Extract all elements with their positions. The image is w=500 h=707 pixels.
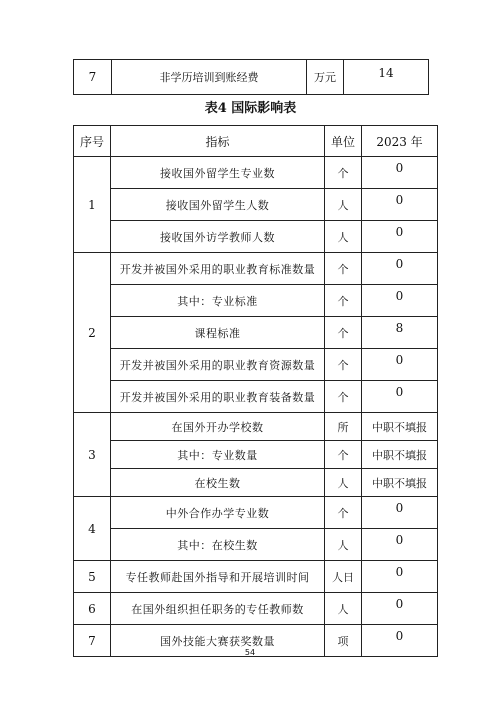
table-header	[74, 126, 438, 157]
unit-cell: 个	[325, 441, 362, 469]
table-row	[74, 221, 438, 253]
value-cell: 0	[362, 221, 438, 253]
indicator-cell: 其中：在校生数	[111, 529, 325, 561]
header-year: 2023 年	[362, 126, 438, 157]
indicator-cell: 接收国外留学生专业数	[111, 157, 325, 189]
seq-cell: 4	[74, 497, 111, 561]
seq-cell: 3	[74, 413, 111, 497]
value-cell: 0	[362, 381, 438, 413]
value-cell: 0	[362, 157, 438, 189]
unit-cell: 人	[325, 469, 362, 497]
seq-cell: 7	[74, 625, 111, 657]
unit-cell: 项	[325, 625, 362, 657]
indicator-cell: 专任教师赴国外指导和开展培训时间	[111, 561, 325, 593]
value-cell: 中职不填报	[362, 441, 438, 469]
table-row	[74, 60, 429, 95]
unit-cell: 个	[325, 317, 362, 349]
value-cell: 中职不填报	[362, 469, 438, 497]
value-cell: 8	[362, 317, 438, 349]
indicator-cell: 开发并被国外采用的职业教育标准数量	[111, 253, 325, 285]
table-row	[74, 349, 438, 381]
page-number: 54	[244, 648, 256, 657]
unit-cell: 个	[325, 381, 362, 413]
table-row	[74, 497, 438, 529]
table-row	[74, 253, 438, 285]
table-row	[74, 381, 438, 413]
table-row	[74, 529, 438, 561]
table-row	[74, 157, 438, 189]
table-row	[74, 189, 438, 221]
table-row	[74, 317, 438, 349]
value-cell: 0	[362, 189, 438, 221]
unit-cell: 人日	[325, 561, 362, 593]
table-row	[74, 469, 438, 497]
table-row	[74, 593, 438, 625]
indicator-cell: 在校生数	[111, 469, 325, 497]
unit-cell: 人	[325, 593, 362, 625]
indicator-cell: 在国外组织担任职务的专任教师数	[111, 593, 325, 625]
unit-cell: 人	[325, 529, 362, 561]
value-cell: 14	[344, 60, 429, 95]
unit-cell: 个	[325, 253, 362, 285]
seq-cell: 6	[74, 593, 111, 625]
value-cell: 中职不填报	[362, 413, 438, 441]
header-seq: 序号	[74, 126, 111, 157]
continued-table	[73, 59, 429, 95]
indicator-cell: 课程标准	[111, 317, 325, 349]
indicator-cell: 开发并被国外采用的职业教育装备数量	[111, 381, 325, 413]
value-cell: 0	[362, 285, 438, 317]
header-unit: 单位	[325, 126, 362, 157]
seq-cell: 1	[74, 157, 111, 253]
seq-cell: 5	[74, 561, 111, 593]
value-cell: 0	[362, 593, 438, 625]
indicator-cell: 接收国外留学生人数	[111, 189, 325, 221]
table-row	[74, 561, 438, 593]
seq-cell: 7	[74, 60, 112, 95]
indicator-cell: 开发并被国外采用的职业教育资源数量	[111, 349, 325, 381]
table-caption: 表4 国际影响表	[204, 101, 297, 116]
indicator-cell: 在国外开办学校数	[111, 413, 325, 441]
seq-cell: 2	[74, 253, 111, 413]
value-cell: 0	[362, 349, 438, 381]
unit-cell: 万元	[307, 60, 344, 95]
indicator-cell: 其中：专业标准	[111, 285, 325, 317]
value-cell: 0	[362, 561, 438, 593]
table-row	[74, 285, 438, 317]
unit-cell: 人	[325, 189, 362, 221]
unit-cell: 人	[325, 221, 362, 253]
unit-cell: 个	[325, 157, 362, 189]
international-influence-table	[73, 125, 438, 657]
header-indicator: 指标	[111, 126, 325, 157]
value-cell: 0	[362, 253, 438, 285]
table-row	[74, 413, 438, 441]
value-cell: 0	[362, 497, 438, 529]
table-row	[74, 441, 438, 469]
value-cell: 0	[362, 529, 438, 561]
header-row	[74, 126, 438, 157]
table-body	[74, 157, 438, 657]
indicator-cell: 中外合作办学专业数	[111, 497, 325, 529]
indicator-cell: 其中：专业数量	[111, 441, 325, 469]
unit-cell: 个	[325, 285, 362, 317]
unit-cell: 所	[325, 413, 362, 441]
indicator-cell: 国外技能大赛获奖数量	[111, 625, 325, 657]
value-cell: 0	[362, 625, 438, 657]
indicator-cell: 接收国外访学教师人数	[111, 221, 325, 253]
unit-cell: 个	[325, 349, 362, 381]
indicator-cell: 非学历培训到账经费	[112, 60, 307, 95]
unit-cell: 个	[325, 497, 362, 529]
